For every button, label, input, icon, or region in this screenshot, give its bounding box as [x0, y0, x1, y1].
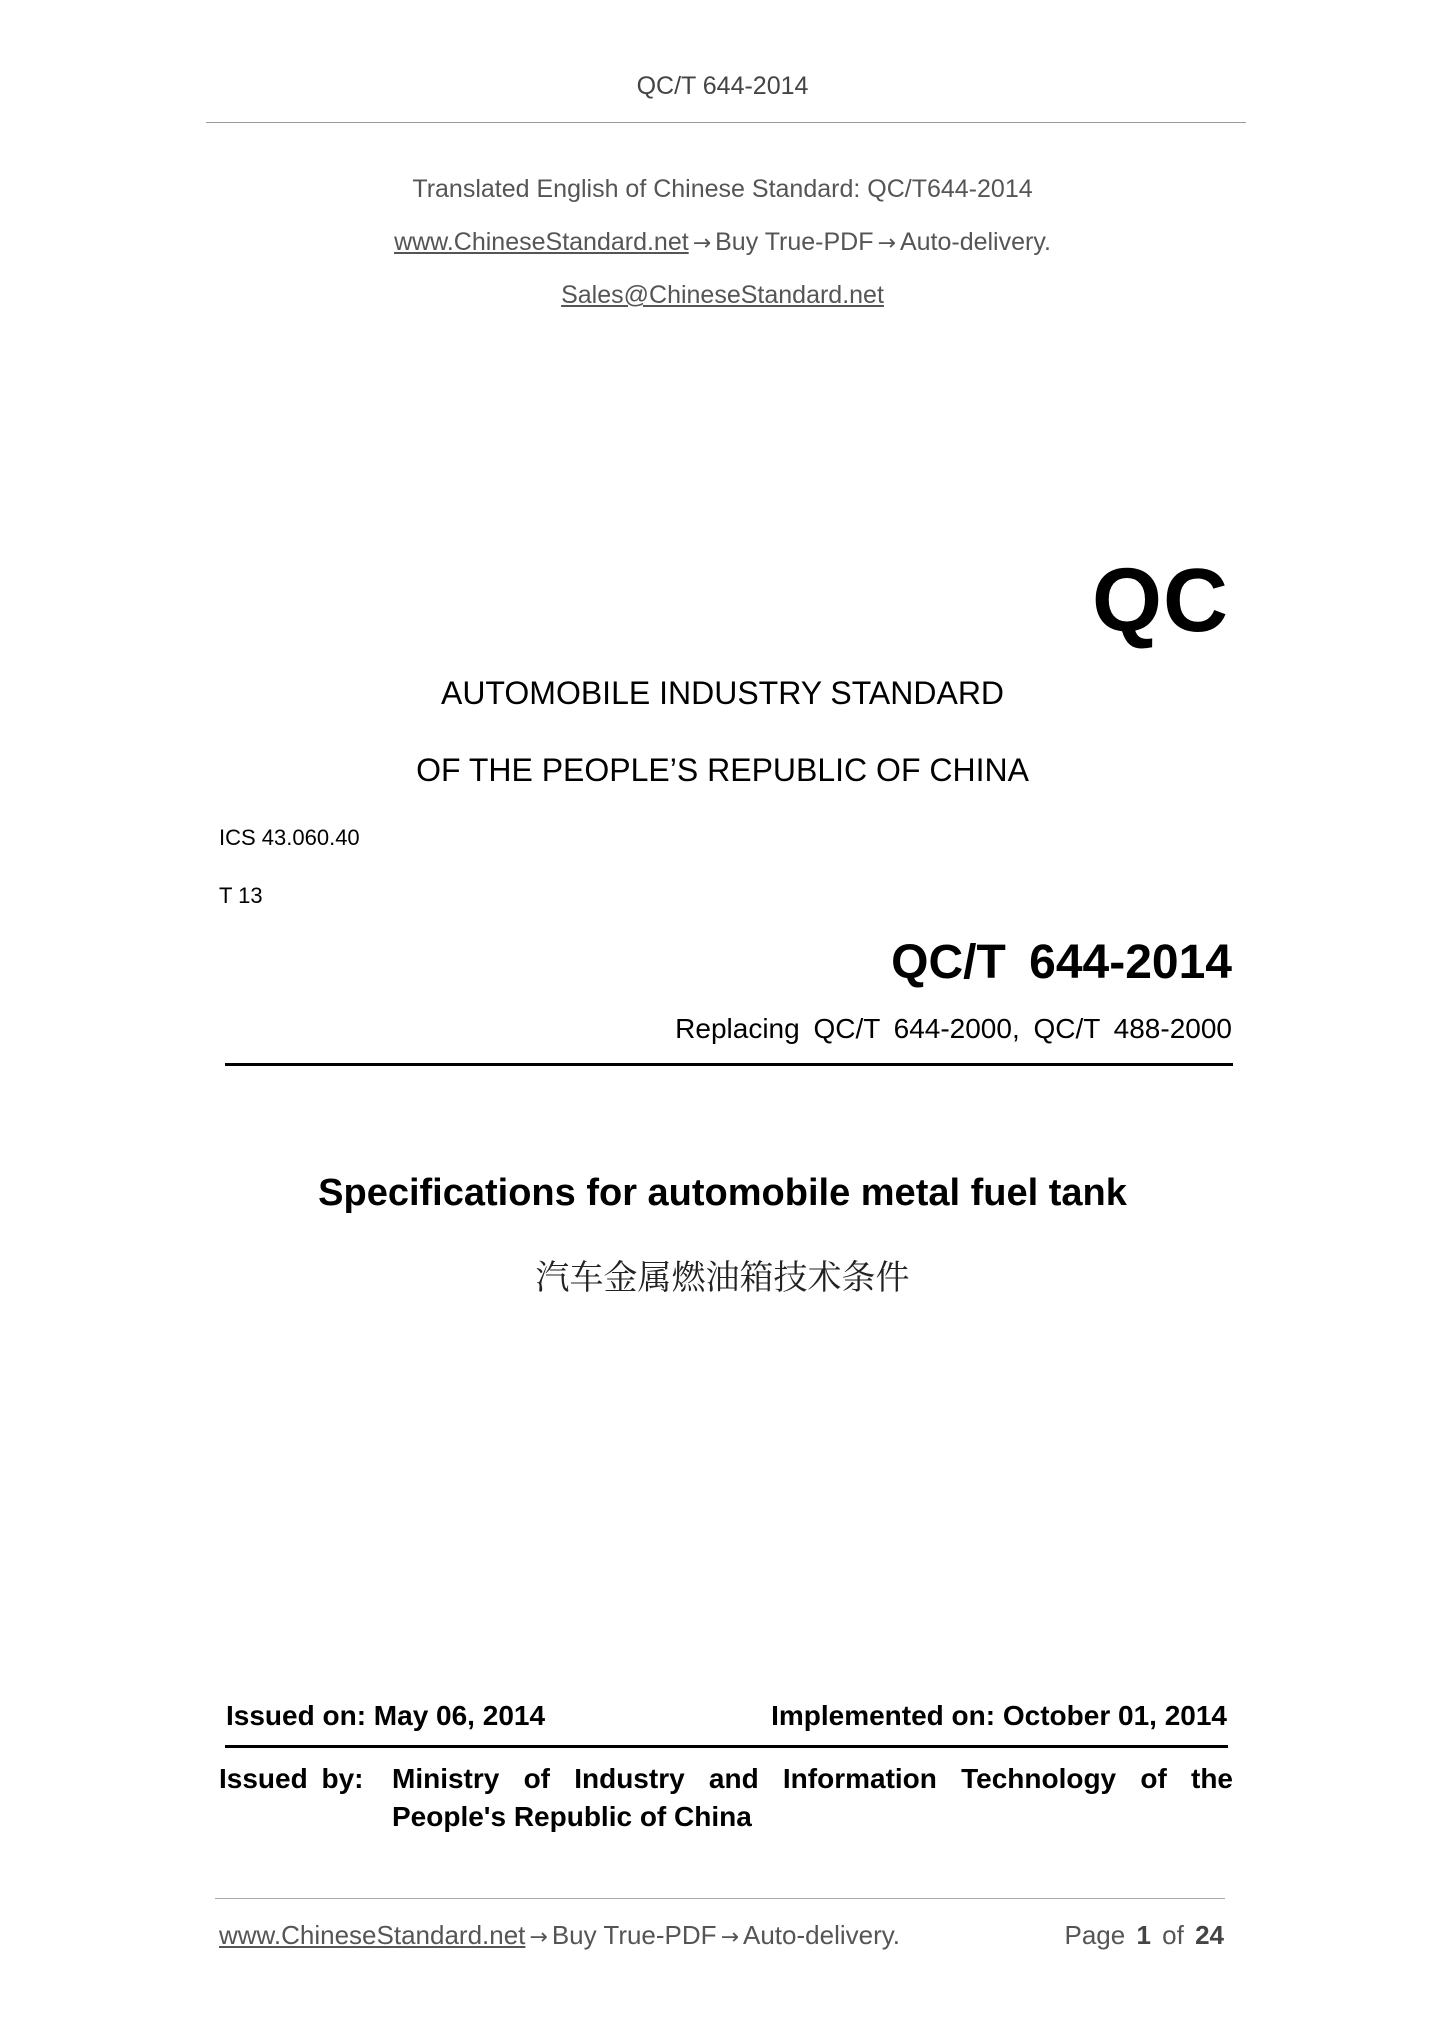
footer-site-link[interactable]: www.ChineseStandard.net: [219, 1920, 526, 1950]
page-of: of: [1162, 1920, 1184, 1950]
right-arrow-icon: →: [720, 1925, 739, 1950]
footer-delivery-text: Auto-delivery.: [743, 1920, 901, 1950]
issuer-block: [219, 1760, 1233, 1836]
page-label: Page: [1064, 1920, 1126, 1950]
implemented-date: Implemented on: October 01, 2014: [771, 1700, 1227, 1731]
promo-line: [0, 228, 1445, 257]
replacing-note: Replacing QC/T 644-2000, QC/T 488-2000: [675, 1013, 1232, 1044]
footer-promo: [219, 1920, 900, 1951]
document-title-zh: 汽车金属燃油箱技术条件: [535, 1259, 910, 1297]
category-mark: QC: [1092, 551, 1229, 651]
document-title-en: Specifications for automobile metal fuel tank: [318, 1172, 1127, 1214]
email-line: [0, 281, 1445, 310]
right-arrow-icon: →: [877, 231, 896, 256]
standard-number: QC/T 644-2014: [891, 936, 1232, 989]
header-divider: [206, 122, 1246, 123]
delivery-text: Auto-delivery.: [899, 228, 1051, 256]
title-divider: [225, 1063, 1233, 1066]
classification-code: T 13: [219, 883, 263, 908]
issuer-label: Issued by:: [219, 1763, 364, 1794]
translated-notice: Translated English of Chinese Standard: QC/T644-2014: [412, 175, 1033, 203]
issuer-line1: Ministry of Industry and Information Technology of the: [392, 1763, 1233, 1794]
page-indicator: [1064, 1920, 1224, 1951]
right-arrow-icon: →: [529, 1925, 548, 1950]
issuer-line2: People's Republic of China: [392, 1801, 752, 1832]
email-link[interactable]: Sales@ChineseStandard.net: [561, 281, 884, 309]
page-total: 24: [1195, 1920, 1224, 1950]
page-current: 1: [1136, 1920, 1151, 1950]
ics-code: ICS 43.060.40: [219, 825, 360, 850]
running-header: QC/T 644-2014: [636, 72, 809, 100]
right-arrow-icon: →: [692, 231, 712, 256]
dates-divider: [225, 1745, 1228, 1748]
buy-text: Buy True-PDF: [715, 228, 874, 256]
footer-divider: [215, 1898, 1225, 1899]
issued-date: Issued on: May 06, 2014: [226, 1700, 546, 1731]
standard-type-line1: AUTOMOBILE INDUSTRY STANDARD: [440, 675, 1005, 711]
footer-buy-text: Buy True-PDF: [551, 1920, 717, 1950]
standard-type-line2: OF THE PEOPLE’S REPUBLIC OF CHINA: [416, 752, 1029, 788]
site-link[interactable]: www.ChineseStandard.net: [394, 228, 689, 256]
